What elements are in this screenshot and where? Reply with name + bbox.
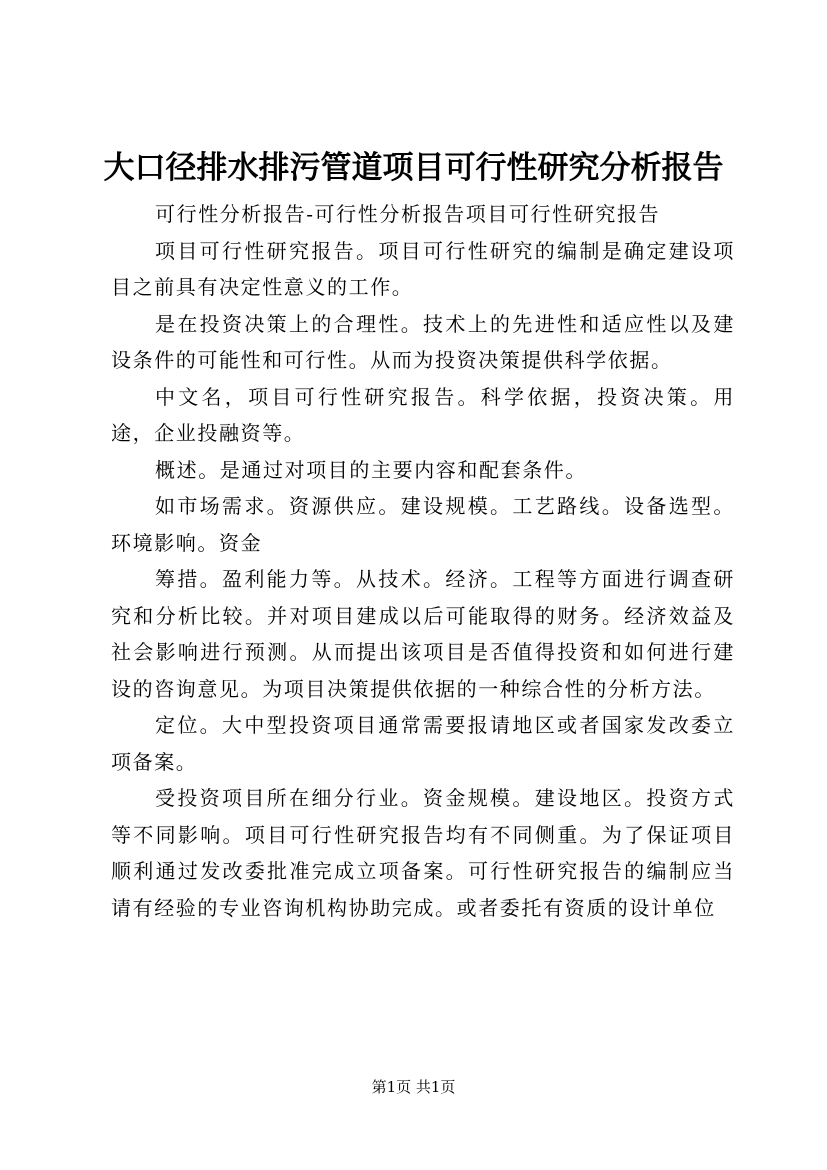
paragraph: 项目可行性研究报告。项目可行性研究的编制是确定建设项目之前具有决定性意义的工作。 — [111, 238, 735, 299]
paragraph: 筹措。盈利能力等。从技术。经济。工程等方面进行调查研究和分析比较。并对项目建成以后可能取得的财务。经济效益及社会影响进行预测。从而提出该项目是否值得投资和如何进行建设的咨询意见。为项目决策提供依据的一种综合性的分析方法。 — [111, 567, 735, 701]
page-number-footer: 第1页 共1页 — [371, 1078, 456, 1096]
paragraph: 概述。是通过对项目的主要内容和配套条件。 — [155, 457, 587, 482]
paragraph: 中文名，项目可行性研究报告。科学依据，投资决策。用途，企业投融资等。 — [111, 384, 735, 445]
paragraph: 如市场需求。资源供应。建设规模。工艺路线。设备选型。环境影响。资金 — [111, 494, 735, 555]
paragraph: 受投资项目所在细分行业。资金规模。建设地区。投资方式等不同影响。项目可行性研究报告均有不同侧重。为了保证项目顺利通过发改委批准完成立项备案。可行性研究报告的编制应当请有经验的专业咨询机构协助完成。或者委托有资质的设计单位 — [111, 786, 735, 920]
paragraph: 可行性分析报告-可行性分析报告项目可行性研究报告 — [155, 202, 661, 226]
paragraph: 是在投资决策上的合理性。技术上的先进性和适应性以及建设条件的可能性和可行性。从而为投资决策提供科学依据。 — [111, 311, 735, 372]
document-body — [111, 196, 735, 926]
paragraph: 定位。大中型投资项目通常需要报请地区或者国家发改委立项备案。 — [111, 713, 735, 774]
document-title: 大口径排水排污管道项目可行性研究分析报告 — [103, 150, 724, 186]
